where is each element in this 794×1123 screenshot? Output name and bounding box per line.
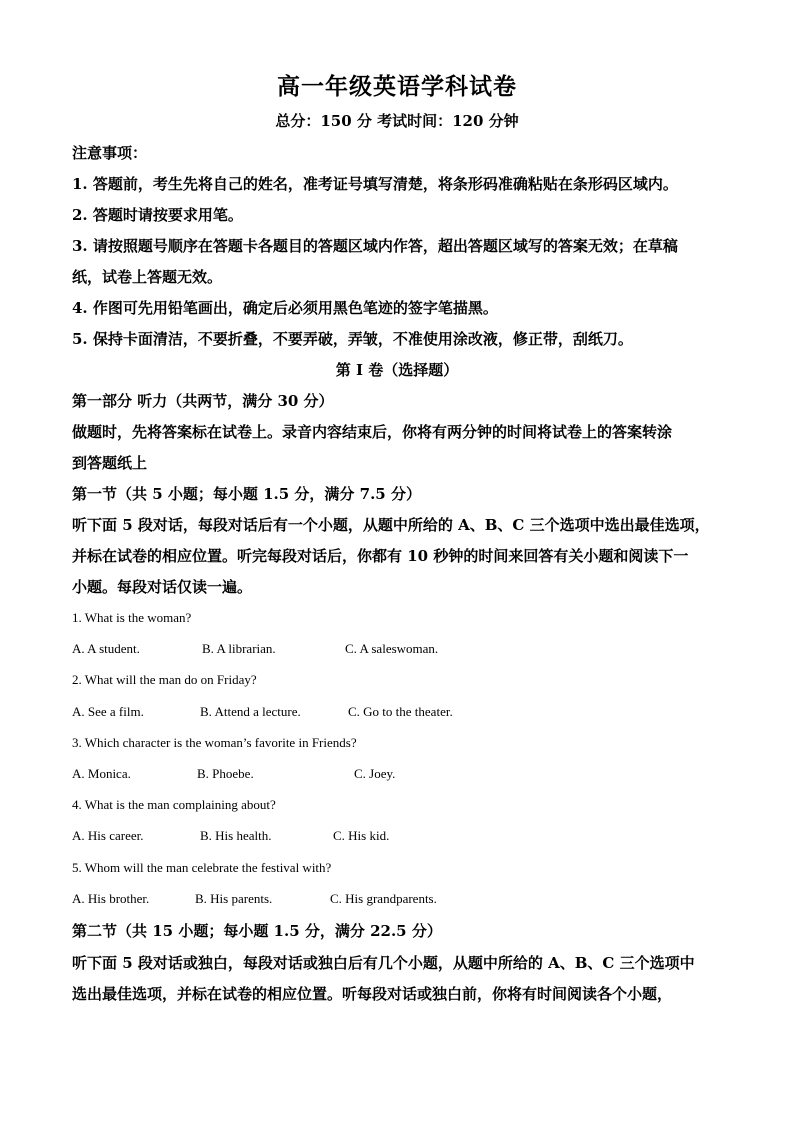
option-a: A. His career. [72, 828, 144, 843]
note-item: 5. 保持卡面清洁，不要折叠，不要弄破，弄皱，不准使用涂改液，修正带，刮纸刀。 [72, 330, 633, 348]
question-text: 3. Which character is the woman’s favorite in Friends? [72, 735, 357, 750]
notes-heading: 注意事项： [72, 144, 148, 162]
option-b: B. Attend a lecture. [200, 704, 301, 719]
part-heading: 第一部分 听力（共两节，满分 30 分） [72, 392, 334, 410]
note-item: 4. 作图可先用铅笔画出，确定后必须用黑色笔迹的签字笔描黑。 [72, 299, 498, 317]
part-instruction: 做题时，先将答案标在试卷上。录音内容结束后，你将有两分钟的时间将试卷上的答案转涂 [72, 423, 673, 441]
option-a: A. See a film. [72, 704, 144, 719]
option-a: A. Monica. [72, 766, 131, 781]
question-text: 5. Whom will the man celebrate the festival with? [72, 860, 332, 875]
note-item: 纸，试卷上答题无效。 [72, 268, 223, 286]
option-b: B. Phoebe. [197, 766, 254, 781]
page-title: 高一年级英语学科试卷 [277, 73, 517, 100]
section-heading: 第一节（共 5 小题；每小题 1.5 分，满分 7.5 分） [72, 485, 421, 503]
question-text: 1. What is the woman? [72, 610, 192, 625]
option-c: C. A saleswoman. [345, 641, 439, 656]
note-item: 1. 答题前，考生先将自己的姓名，准考证号填写清楚，将条形码准确粘贴在条形码区域内。 [72, 175, 678, 193]
section-instruction: 听下面 5 段对话或独白，每段对话或独白后有几个小题，从题中所给的 A、B、C 三个选项中 [72, 954, 695, 972]
section-instruction: 并标在试卷的相应位置。听完每段对话后，你都有 10 秒钟的时间来回答有关小题和阅读下一 [72, 547, 689, 565]
option-c: C. His kid. [333, 828, 390, 843]
section-instruction: 听下面 5 段对话，每段对话后有一个小题，从题中所给的 A、B、C 三个选项中选出最佳选项， [72, 516, 710, 534]
note-item: 3. 请按照题号顺序在答题卡各题目的答题区域内作答，超出答题区域写的答案无效；在草稿 [72, 237, 678, 255]
option-b: B. His health. [200, 828, 272, 843]
volume-title: 第 I 卷（选择题） [335, 361, 459, 379]
exam-meta: 总分：150 分 考试时间：120 分钟 [275, 112, 519, 130]
note-item: 2. 答题时请按要求用笔。 [72, 206, 243, 224]
option-c: C. Joey. [354, 766, 396, 781]
option-b: B. A librarian. [202, 641, 276, 656]
option-a: A. A student. [72, 641, 140, 656]
option-c: C. Go to the theater. [348, 704, 453, 719]
part-instruction: 到答题纸上 [72, 454, 148, 472]
option-c: C. His grandparents. [330, 891, 437, 906]
section-heading: 第二节（共 15 小题；每小题 1.5 分，满分 22.5 分） [72, 922, 442, 940]
section-instruction: 选出最佳选项，并标在试卷的相应位置。听每段对话或独白前，你将有时间阅读各个小题， [72, 985, 673, 1003]
option-a: A. His brother. [72, 891, 150, 906]
question-text: 2. What will the man do on Friday? [72, 672, 257, 687]
question-text: 4. What is the man complaining about? [72, 797, 276, 812]
section-instruction: 小题。每段对话仅读一遍。 [72, 578, 253, 596]
option-b: B. His parents. [195, 891, 273, 906]
